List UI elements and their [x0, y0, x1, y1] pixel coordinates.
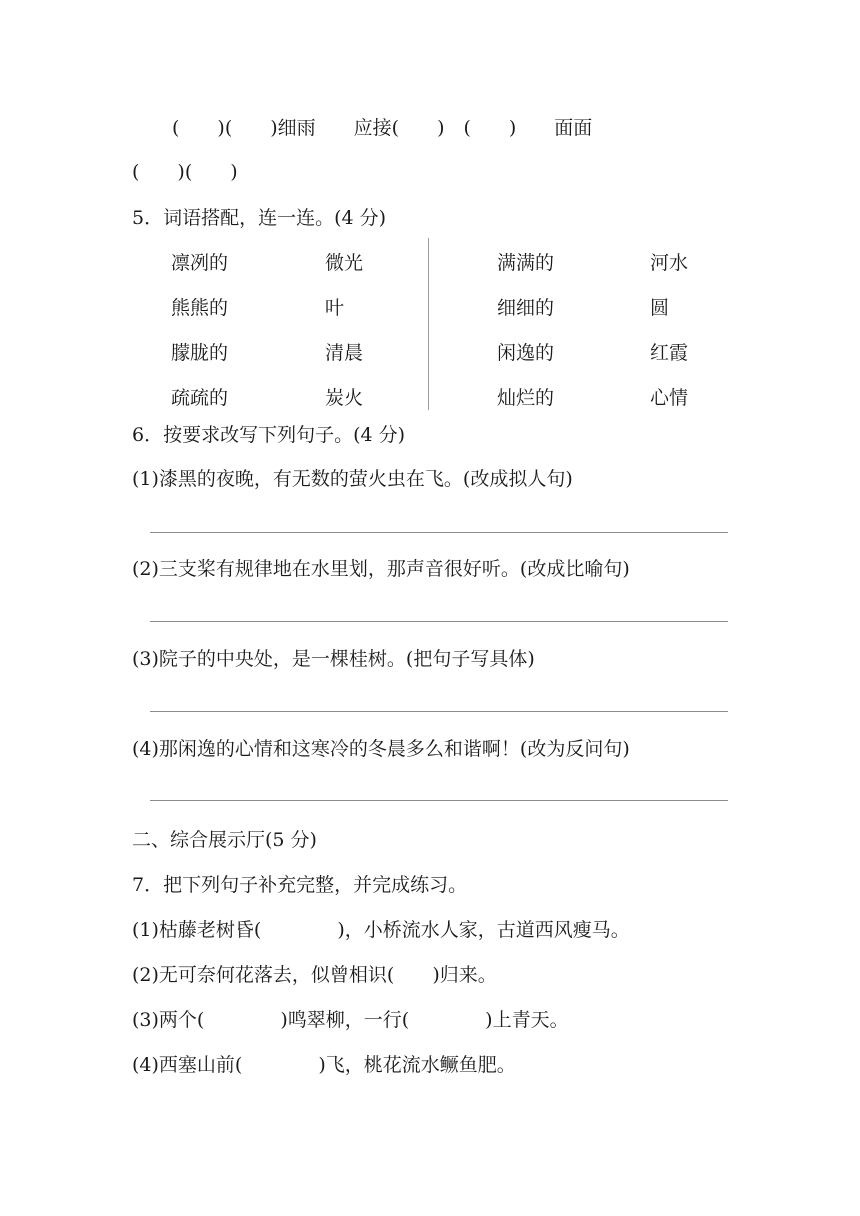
- q5-heading: 5．词语搭配，连一连。(4 分): [132, 207, 387, 229]
- fill-blank-line-1: ( )( )细雨 应接( ) ( ) 面面: [172, 117, 593, 139]
- match-right-word-3: 闲逸的: [497, 342, 555, 364]
- answer-line-2[interactable]: [150, 621, 728, 622]
- q6-heading: 6．按要求改写下列句子。(4 分): [132, 424, 406, 446]
- match-right-target-2: 圆: [650, 297, 670, 319]
- q6-item-4: (4)那闲逸的心情和这寒冷的冬晨多么和谐啊！(改为反问句): [132, 738, 630, 760]
- answer-line-1[interactable]: [150, 532, 728, 533]
- q7-item-4: (4)西塞山前( )飞，桃花流水鳜鱼肥。: [132, 1054, 516, 1076]
- q7-heading: 7．把下列句子补充完整，并完成练习。: [132, 874, 468, 896]
- match-left-word-4: 疏疏的: [171, 387, 229, 409]
- q6-item-1: (1)漆黑的夜晚，有无数的萤火虫在飞。(改成拟人句): [132, 468, 573, 490]
- q7-item-2: (2)无可奈何花落去，似曾相识( )归来。: [132, 964, 497, 986]
- answer-line-3[interactable]: [150, 711, 728, 712]
- match-right-target-1: 河水: [650, 252, 689, 274]
- fill-blank-line-2: ( )( ): [132, 161, 238, 183]
- matching-divider: [428, 238, 429, 410]
- match-right-word-2: 细细的: [497, 297, 555, 319]
- answer-line-4[interactable]: [150, 800, 728, 801]
- match-left-word-2: 熊熊的: [171, 297, 229, 319]
- match-right-target-4: 心情: [650, 387, 689, 409]
- match-right-word-1: 满满的: [497, 252, 555, 274]
- q6-item-3: (3)院子的中央处，是一棵桂树。(把句子写具体): [132, 648, 535, 670]
- section-2-heading: 二、综合展示厅(5 分): [132, 829, 317, 851]
- match-left-target-1: 微光: [325, 252, 364, 274]
- q7-item-1: (1)枯藤老树昏( )，小桥流水人家，古道西风瘦马。: [132, 919, 630, 941]
- q7-item-3: (3)两个( )鸣翠柳，一行( )上青天。: [132, 1009, 569, 1031]
- q6-item-2: (2)三支桨有规律地在水里划，那声音很好听。(改成比喻句): [132, 558, 630, 580]
- match-left-word-3: 朦胧的: [171, 342, 229, 364]
- match-right-word-4: 灿烂的: [497, 387, 555, 409]
- match-left-target-3: 清晨: [325, 342, 364, 364]
- match-right-target-3: 红霞: [650, 342, 689, 364]
- match-left-word-1: 凛冽的: [171, 252, 229, 274]
- match-left-target-4: 炭火: [325, 387, 364, 409]
- match-left-target-2: 叶: [325, 297, 345, 319]
